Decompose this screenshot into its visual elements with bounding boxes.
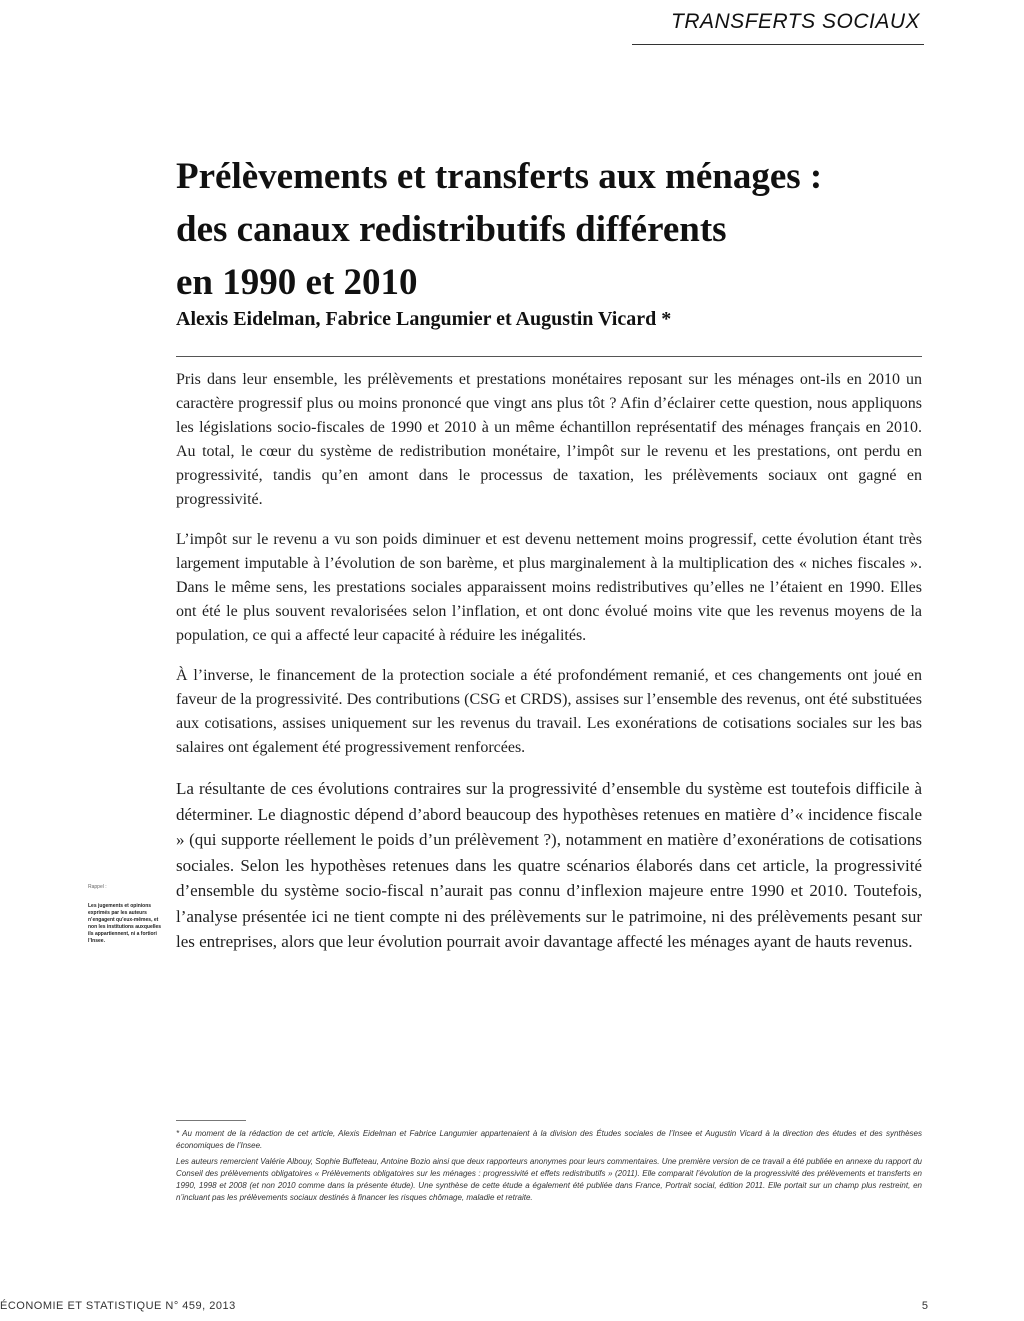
abstract — [176, 368, 922, 971]
footnotes — [176, 1128, 922, 1208]
abstract-rule — [176, 356, 922, 357]
footnote: * Au moment de la rédaction de cet article, Alexis Eidelman et Fabrice Langumier appartenaient à la division des Études sociales de l’Insee et Augustin Vicard à la direction des études et des synthèses économiques de l’Insee. — [176, 1129, 922, 1150]
abstract-paragraph: La résultante de ces évolutions contraires sur la progressivité d’ensemble du système est toutefois difficile à déterminer. Le diagnostic dépend d’abord beaucoup des hypothèses retenues en matière d’« incidence fiscale » (qui supporte réellement le poids d’un prélèvement ?), notamment en matière d’exonérations de cotisations sociales. Selon les hypothèses retenues dans les quatre scénarios élaborés dans cet article, la progressivité d’ensemble du système socio-fiscal n’aurait pas connu d’inflexion majeure entre 1990 et 2010. Toutefois, l’analyse présentée ici ne tient compte ni des prélèvements sur le patrimoine, ni des prélèvements pesant sur les entreprises, alors que leur évolution pourrait avoir davantage affecté les ménages ayant de hauts revenus. — [176, 779, 922, 951]
footnote-rule — [176, 1120, 246, 1121]
article-title-line: en 1990 et 2010 — [176, 262, 418, 303]
article-authors: Alexis Eidelman, Fabrice Langumier et Augustin Vicard * — [176, 308, 672, 330]
article-title-line: des canaux redistributifs différents — [176, 209, 727, 250]
article-title — [176, 150, 936, 309]
side-note-title: Rappel : — [88, 884, 107, 890]
abstract-paragraph: L’impôt sur le revenu a vu son poids diminuer et est devenu nettement moins progressif, cette évolution étant très largement imputable à l’évolution de son barème, et plus marginalement à la multiplication des « niches fiscales ». Dans le même sens, les prestations sociales apparaissent moins redistributives qu’elles ne l’étaient en 1990. Elles ont été le plus souvent revalorisées selon l’inflation, et ont donc évolué moins vite que les revenus moyens de la population, ce qui a affecté leur capacité à réduire les inégalités. — [176, 531, 922, 644]
page-number: 5 — [921, 1300, 928, 1312]
abstract-paragraph: Pris dans leur ensemble, les prélèvements et prestations monétaires reposant sur les ménages ont-ils en 2010 un caractère progressif plus ou moins prononcé que vingt ans plus tôt ? Afin d’éclairer cette question, nous appliquons les législations socio-fiscales de 1990 et 2010 à un même échantillon représentatif des ménages français en 2010. Au total, le cœur du système de redistribution monétaire, l’impôt sur le revenu et les prestations, ont perdu en progressivité, tandis qu’en amont dans le processus de taxation, les prélèvements sociaux ont gagné en progressivité. — [176, 371, 922, 508]
footnote: Les auteurs remercient Valérie Albouy, Sophie Buffeteau, Antoine Bozio ainsi que deux rapporteurs anonymes pour leurs commentaires. Une première version de ce travail a été publiée en annexe du rapport du Conseil des prélèvements obligatoires « Prélèvements obligatoires sur les ménages : progressivité et effets redistributifs » (2011). Elle comparait l’évolution de la progressivité des prélèvements et transferts en 1990, 1998 et 2008 (et non 2010 comme dans la présente étude). Une synthèse de cette étude a également été publiée dans France, Portrait social, édition 2011. Elle portait sur un champ plus restreint, en n’incluant pas les prélèvements sociaux destinés à financer les risques chômage, maladie et retraite. — [176, 1157, 922, 1202]
article-title-line: Prélèvements et transferts aux ménages : — [176, 156, 823, 197]
abstract-paragraph: À l’inverse, le financement de la protection sociale a été profondément remanié, et ces changements ont joué en faveur de la progressivité. Des contributions (CSG et CRDS), assises sur l’ensemble des revenus, ont été substituées aux cotisations, assises uniquement sur les revenus du travail. Les exonérations de cotisations sociales sur les bas salaires ont également été progressivement renforcées. — [176, 667, 922, 756]
section-tag-rule — [632, 44, 924, 45]
side-note — [88, 884, 164, 945]
side-note-text: Les jugements et opinions exprimés par les auteurs n’engagent qu’eux-mêmes, et non les institutions auxquelles ils appartiennent, ni a fortiori l’Insee. — [88, 903, 162, 944]
section-tag: TRANSFERTS SOCIAUX — [671, 10, 920, 33]
journal-footer: ÉCONOMIE ET STATISTIQUE N° 459, 2013 — [0, 1300, 236, 1312]
